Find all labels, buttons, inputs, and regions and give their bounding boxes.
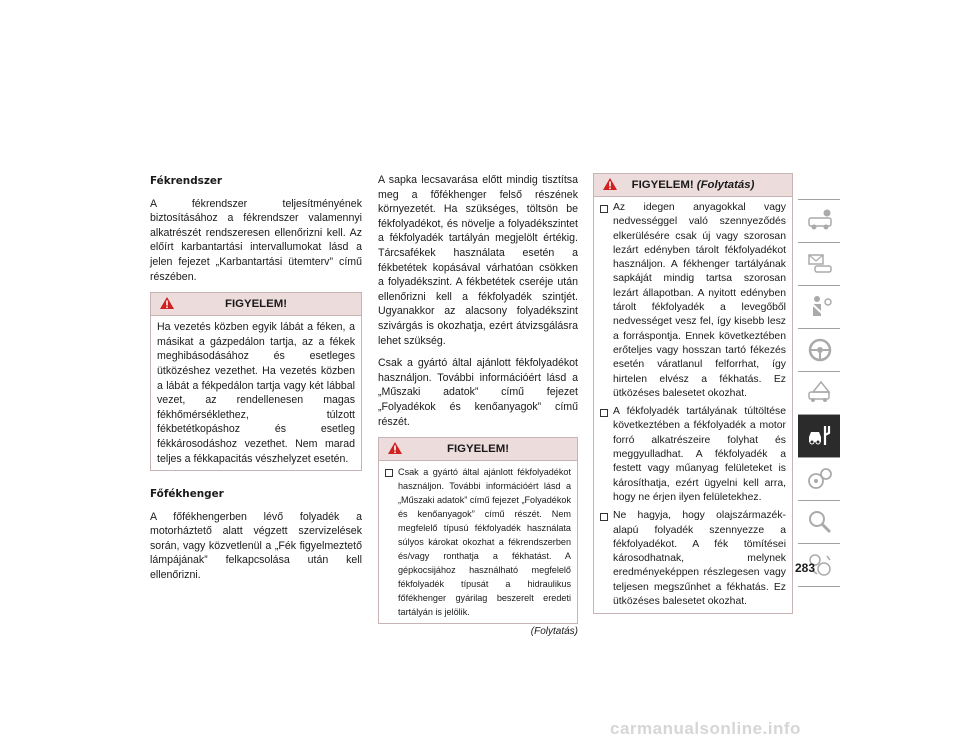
maintenance-icon — [807, 423, 833, 449]
chapter-tab-mail-car[interactable] — [798, 242, 840, 285]
warning-list-item — [600, 201, 786, 401]
chapter-tab-seatbelt[interactable] — [798, 285, 840, 328]
warning-text: Ha vezetés közben egyik lábát a féken, a másikat a gázpedálon tartja, az a fékek meghibásodásához és esetleges ütközéshez vezethet. Ha vezetés közben a lábát a fékpedálon tartja vagy két lábbal vezet, az rendellenesen magas fékhőmérséklethez, túlzott fékbetétkopáshoz és esetleg fékkárosodáshoz vezethet. Nem marad teljes a fékkapacitás vészhelyzet esetén. — [157, 321, 355, 465]
warning-list-item — [385, 465, 571, 619]
column-middle — [378, 173, 578, 640]
mail-car-icon — [807, 251, 833, 277]
footer-watermark[interactable]: carmanualsonline.info — [610, 719, 801, 738]
chapter-tab-steering[interactable] — [798, 328, 840, 371]
warning-item-text: A fékfolyadék tartályának túltöltése következtében a fékfolyadék a motor forró alkatrészeire folyhat és meggyulladhat. A fékfolyadék a festett vagy műanyag felületeket is károsíthatja, ezért ügyelni kell arra, hogy ne érjen ilyen felületekhez. — [613, 406, 786, 503]
warning-box-2 — [378, 437, 578, 624]
warning-item-text: Az idegen anyagokkal vagy nedvességgel való szennyeződés elkerülésére csak új vagy szorosan lezárt edényben tárolt fékfolyadékot használjon. A fékhenger tartályának sapkáját mindig tartsa szorosan lezárt állapotban. A nyitott edényben tárolt fékfolyadék a levegőből nedvességet vesz fel, így kisebb lesz a forráspontja. Ennek következtében erőteljes vagy hosszan tartó fékezés esetén váratlanul felforrhat, így hirtelen elvész a fékhatás. Ez ütközéses balesetet okozhat. — [613, 202, 786, 399]
warning-title: FIGYELEM! — [446, 443, 509, 456]
warning-list-item — [600, 405, 786, 505]
warning-triangle-icon — [159, 296, 175, 310]
column-left — [150, 174, 362, 583]
warning-item-text: Ne hagyja, hogy olajszármazék-alapú folyadék szennyezze a fékfolyadékot. A fék tömítései károsodhatnak, melynek eredményeképpen részlegesen vagy teljesen megszűnhet a fékhatás. Ez ütközéses balesetet okozhat. — [613, 510, 786, 608]
warning-header — [594, 174, 792, 197]
chapter-tab-car-warning[interactable] — [798, 371, 840, 414]
warning-title-suffix: (Folytatás) — [696, 179, 755, 191]
chapter-tab-car-info[interactable] — [798, 199, 840, 242]
section-heading-master-cylinder: Főfékhenger — [150, 488, 224, 501]
warning-triangle-icon — [387, 441, 403, 455]
warning-body — [379, 461, 577, 623]
page-number: 283 — [795, 561, 816, 575]
brakes-paragraph: A fékrendszer teljesítményének biztosításához a fékrendszer valamennyi alkatrészét rendszeresen ellenőrizni kell. Az előírt karbantartási intervallumokat lásd a jelen fejezet „Karbantartási ütemterv” című részében. — [150, 197, 362, 283]
car-warning-icon — [807, 380, 833, 406]
checkbox-bullet-icon — [385, 469, 393, 477]
seatbelt-icon — [807, 294, 833, 320]
service-icon — [807, 466, 833, 492]
warning-triangle-icon — [602, 177, 618, 191]
search-icon — [807, 509, 833, 535]
warning-title: FIGYELEM! — [631, 179, 694, 191]
warning-header — [379, 438, 577, 461]
warning-box-1 — [150, 292, 362, 471]
warning-box-3 — [593, 173, 793, 614]
warning-item-text: Csak a gyártó által ajánlott fékfolyadékot használjon. További információért lásd a „Műszaki adatok” című fejezet „Folyadékok és kenőanyagok” című részét. Nem megfelelő típusú fékfolyadék használata súlyos károkat okozhat a fékrendszerben és/vagy ronthatja a fékhatást. A gépkocsijához használható megfelelő fékfolyadék típusát a hidraulikus főfékhenger gyárilag beszerelt eredeti tartályán is jelölik. — [398, 467, 571, 618]
chapter-tab-service[interactable] — [798, 457, 840, 500]
master-cylinder-paragraph: A főfékhengerben lévő folyadék a motorháztető alatt végzett szervizelések során, vagy közvetlenül a „Fék figyelmeztető lámpájának” felkapcsolása után kell ellenőrizni. — [150, 510, 362, 582]
brake-fluid-paragraph: Csak a gyártó által ajánlott fékfolyadékot használjon. További információért lásd a „Műszaki adatok” című fejezet „Folyadékok és kenőanyagok” című részét. — [378, 357, 578, 428]
continued-label: (Folytatás) — [530, 626, 578, 638]
section-heading-brakes: Fékrendszer — [150, 175, 223, 187]
cap-cleaning-paragraph: A sapka lecsavarása előtt mindig tisztítsa meg a főfékhenger felső részének környezetét. Ha szükséges, töltsön be fékfolyadékot, és növelje a folyadékszintet a fékfolyadék tartályán megjelölt értékig. Tárcsafékek használata esetén a fékbetétek kopásával várhatóan csökken a folyadékszint. A fékbetétek cseréje után ellenőrizni kell a fékfolyadék szintjét. Ugyanakkor az alacsony folyadékszint szivárgás is okozhatja, ezért átvizsgálásra lehet szükség. — [378, 174, 578, 347]
checkbox-bullet-icon — [600, 513, 608, 521]
chapter-tab-search[interactable] — [798, 500, 840, 543]
warning-title: FIGYELEM! — [224, 298, 287, 311]
warning-body — [594, 197, 792, 613]
warning-header — [151, 293, 361, 316]
checkbox-bullet-icon — [600, 205, 608, 213]
checkbox-bullet-icon — [600, 409, 608, 417]
car-info-icon — [807, 208, 833, 234]
steering-wheel-icon — [807, 337, 833, 363]
column-right — [593, 173, 793, 614]
chapter-tab-maintenance[interactable] — [798, 414, 840, 457]
warning-list-item — [600, 509, 786, 609]
